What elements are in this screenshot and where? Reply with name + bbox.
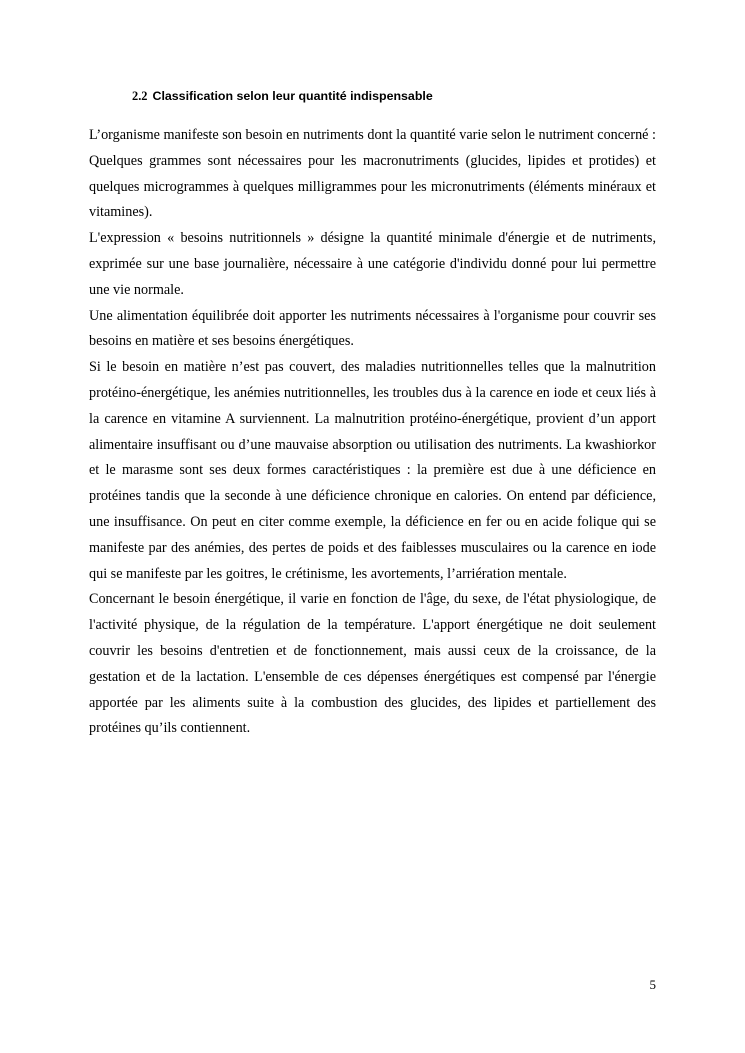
section-heading [132,88,433,104]
body-text [89,123,656,742]
section-title: Classification selon leur quantité indispensable [152,89,433,103]
paragraph: Une alimentation équilibrée doit apporter les nutriments nécessaires à l'organisme pour couvrir ses besoins en matière et ses besoins énergétiques. [89,307,656,350]
paragraph: L’organisme manifeste son besoin en nutriments dont la quantité varie selon le nutriment concerné : Quelques grammes sont nécessaires pour les macronutriments (glucides, lipides et protides) et quelques microgrammes à quelques milligrammes pour les micronutriments (éléments minéraux et vitamines). [89,127,656,221]
paragraph: L'expression « besoins nutritionnels » désigne la quantité minimale d'énergie et de nutriments, exprimée sur une base journalière, nécessaire à une catégorie d'individu donné pour lui permettre une vie normale. [89,230,656,298]
page-number: 5 [649,977,656,992]
section-number: 2.2 [132,89,148,103]
paragraph: Si le besoin en matière n’est pas couvert, des maladies nutritionnelles telles que la malnutrition protéino-énergétique, les anémies nutritionnelles, les troubles dus à la carence en iode et ceux liés à la carence en vitamine A surviennent. La malnutrition protéino-énergétique, provient d’un apport alimentaire insuffisant ou d’une mauvaise absorption ou utilisation des nutriments. La kwashiorkor et le marasme sont ses deux formes caractéristiques : la première est due à une déficience en protéines tandis que la seconde à une déficience chronique en calories. On entend par déficience, une insuffisance. On peut en citer comme exemple, la déficience en fer ou en acide folique qui se manifeste par des anémies, des pertes de poids et des faiblesses musculaires ou la carence en iode qui se manifeste par les goitres, le crétinisme, les avortements, l’arriération mentale. [89,359,656,582]
paragraph: Concernant le besoin énergétique, il varie en fonction de l'âge, du sexe, de l'état physiologique, de l'activité physique, de la régulation de la température. L'apport énergétique ne doit seulement couvrir les besoins d'entretien et de fonctionnement, mais aussi ceux de la croissance, de la gestation et de la lactation. L'ensemble de ces dépenses énergétiques est compensé par l'énergie apportée par les aliments suite à la combustion des glucides, des lipides et partiellement des protéines qu’ils contiennent. [89,591,656,737]
